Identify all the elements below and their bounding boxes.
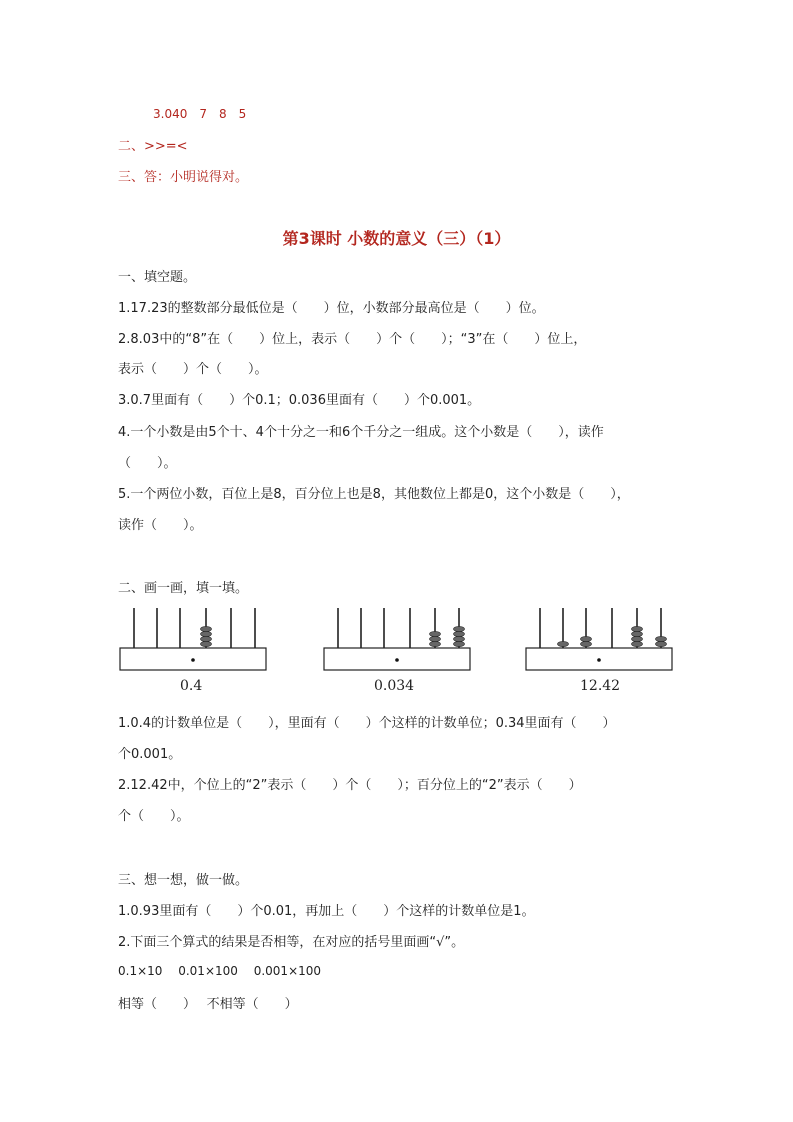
decimal-point-dot <box>597 658 601 662</box>
abacus-bead <box>201 636 212 641</box>
abacus-1 <box>118 604 268 676</box>
page-title: 第3课时 小数的意义（三）（1） <box>282 229 511 248</box>
abacus-bead <box>430 636 441 641</box>
abacus-bead <box>454 641 465 646</box>
s3-expressions: 0.1×10 0.01×100 0.001×100 <box>118 964 322 978</box>
s1-question-5b: 读作（ ）。 <box>118 518 203 533</box>
s3-question-1: 1.0.93里面有（ ）个0.01，再加上（ ）个这样的计数单位是1。 <box>118 904 535 919</box>
answer-line-3: 三、答：小明说得对。 <box>118 170 249 185</box>
s1-question-3: 3.0.7里面有（ ）个0.1；0.036里面有（ ）个0.001。 <box>118 393 481 408</box>
s1-question-4b: （ ）。 <box>118 456 177 471</box>
abacus-bead <box>558 641 569 646</box>
abacus-3 <box>524 604 674 676</box>
abacus-bead <box>632 626 643 631</box>
s1-question-5a: 5.一个两位小数，百位上是8，百分位上也是8，其他数位上都是0，这个小数是（ ）， <box>118 487 630 502</box>
abacus-bead <box>581 636 592 641</box>
decimal-point-dot <box>395 658 399 662</box>
s2-question-2a: 2.12.42中，个位上的“2”表示（ ）个（ ）；百分位上的“2”表示（ ） <box>118 778 582 793</box>
abacus-bead <box>201 626 212 631</box>
abacus-bead <box>201 641 212 646</box>
s2-question-2b: 个（ ）。 <box>118 809 190 824</box>
abacus-bead <box>632 636 643 641</box>
abacus-bead <box>430 641 441 646</box>
s3-choice: 相等（ ） 不相等（ ） <box>118 997 298 1012</box>
abacus-bead <box>656 641 667 646</box>
abacus-2 <box>322 604 472 676</box>
abacus-bead <box>430 631 441 636</box>
answer-line-2: 二、>>=< <box>118 139 188 154</box>
s2-question-1b: 个0.001。 <box>118 747 182 762</box>
s1-question-4a: 4.一个小数是由5个十、4个十分之一和6个千分之一组成。这个小数是（ ），读作 <box>118 425 604 440</box>
s1-question-2a: 2.8.03中的“8”在（ ）位上，表示（ ）个（ ）；“3”在（ ）位上， <box>118 332 587 347</box>
abacus-label-3: 12.42 <box>580 678 621 694</box>
section3-heading: 三、想一想，做一做。 <box>118 873 249 888</box>
s2-question-1a: 1.0.4的计数单位是（ ），里面有（ ）个这样的计数单位；0.34里面有（ ） <box>118 716 616 731</box>
abacus-bead <box>454 626 465 631</box>
abacus-bead <box>632 631 643 636</box>
abacus-label-2: 0.034 <box>374 678 415 694</box>
abacus-bead <box>581 641 592 646</box>
section1-heading: 一、填空题。 <box>118 270 197 285</box>
abacus-label-1: 0.4 <box>180 678 203 694</box>
decimal-point-dot <box>191 658 195 662</box>
abacus-bead <box>656 636 667 641</box>
abacus-bead <box>454 631 465 636</box>
abacus-bead <box>201 631 212 636</box>
s1-question-1: 1.17.23的整数部分最低位是（ ）位，小数部分最高位是（ ）位。 <box>118 301 545 316</box>
abacus-bead <box>454 636 465 641</box>
s3-question-2: 2.下面三个算式的结果是否相等，在对应的括号里面画“√”。 <box>118 935 465 950</box>
answer-line-1: 3.040 7 8 5 <box>153 107 247 121</box>
s1-question-2b: 表示（ ）个（ ）。 <box>118 362 268 377</box>
section2-heading: 二、画一画，填一填。 <box>118 581 249 596</box>
abacus-bead <box>632 641 643 646</box>
